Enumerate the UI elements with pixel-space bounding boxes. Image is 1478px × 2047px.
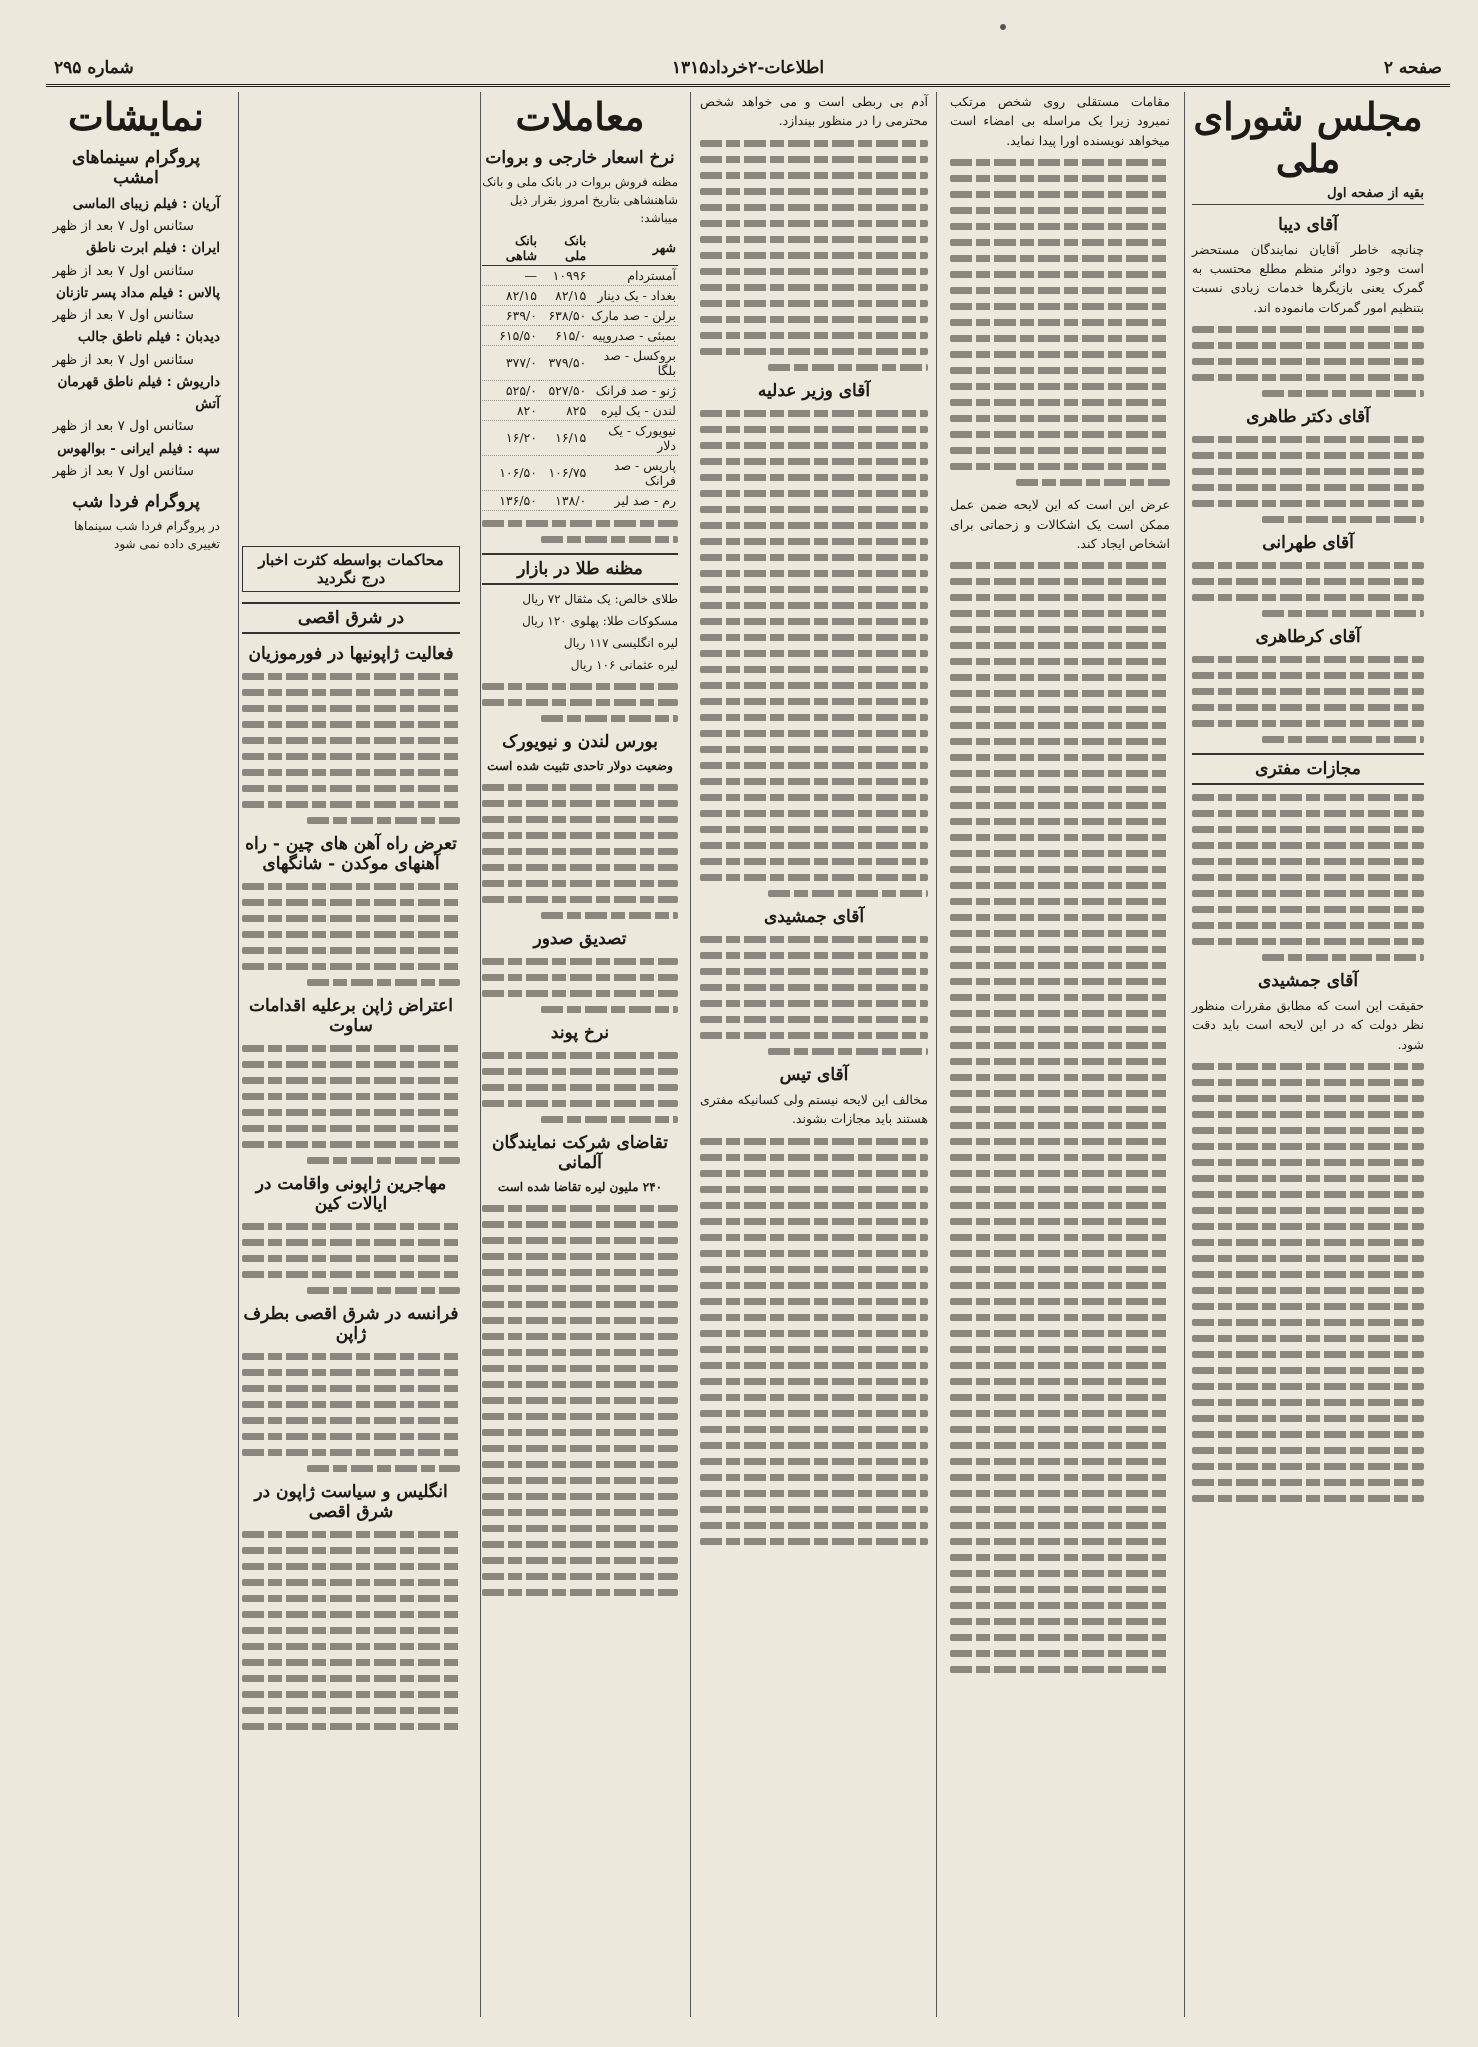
rates-col-shahi: بانک شاهی xyxy=(482,231,539,266)
column-majlis-cont-2 xyxy=(692,92,936,2017)
column-majlis xyxy=(1184,92,1432,2017)
cinema-entry: آریان : فیلم زیبای الماسی xyxy=(72,195,220,212)
cinema-entry: ایران : فیلم ابرت ناطق xyxy=(86,240,220,257)
section-heading: مجازات مفتری xyxy=(1192,753,1424,785)
cinema-session: سئانس اول ۷ بعد از ظهر xyxy=(52,307,194,324)
cinema-film: فیلم زیبای الماسی xyxy=(72,195,178,212)
masthead xyxy=(46,58,1450,87)
cinema-session: سئانس اول ۷ بعد از ظهر xyxy=(52,218,194,235)
cinema-film: فیلم مداد پسر تازنان xyxy=(55,284,174,301)
cinema-name: دیدبان xyxy=(185,329,220,346)
rates-city-cell: آمستردام xyxy=(588,265,678,285)
german-request-sub: ۲۴۰ ملیون لیره تقاضا شده است xyxy=(497,1179,663,1194)
far-east-item: اعتراض ژاپن برعلیه اقدامات ساوت xyxy=(249,996,453,1036)
page-label: صفحه ۲ xyxy=(1383,58,1442,78)
rates-melli-cell: ۶۳۸/۵۰ xyxy=(539,305,588,325)
column-far-east xyxy=(234,540,468,2017)
exchange-rates-table xyxy=(482,231,678,511)
rates-city-cell: بروکسل - صد بلگا xyxy=(588,345,678,380)
gold-item: مسکوکات طلا: پهلوی ۱۲۰ ریال xyxy=(522,613,678,628)
article-paragraph: مقامات مستقلی روی شخص مرتکب نمیرود زیرا یک مراسله بی امضاء است میخواهد نویسنده اورا پیدا نماید. xyxy=(950,94,1170,148)
speaker-heading: آقای طهرانی xyxy=(1262,533,1354,554)
rates-row xyxy=(482,490,678,510)
rates-shahi-cell: ۸۲/۱۵ xyxy=(482,285,539,305)
speaker-heading: آقای کرطاهری xyxy=(1255,627,1361,648)
speaker-heading: آقای دیبا xyxy=(1278,214,1338,235)
rates-city-cell: بغداد - یک دینار xyxy=(588,285,678,305)
far-east-title: در شرق اقصی xyxy=(242,602,460,634)
cinema-session: سئانس اول ۷ بعد از ظهر xyxy=(52,262,194,279)
program-title: پروگرام سینماهای امشب xyxy=(72,147,200,188)
rates-melli-cell: ۸۲۵ xyxy=(539,400,588,420)
cinema-name: داریوش xyxy=(176,373,220,390)
rates-melli-cell: ۸۲/۱۵ xyxy=(539,285,588,305)
rates-title: نرخ اسعار خارجی و بروات xyxy=(485,147,675,168)
far-east-item: فرانسه در شرق اقصی بطرف ژاپن xyxy=(243,1304,459,1344)
bourse-subtitle: وضعیت دولار تاحدی تثبیت شده است xyxy=(487,758,673,773)
article-paragraph: مخالف این لایحه نیستم ولی کسانیکه مفتری هستند باید مجازات بشوند. xyxy=(700,1091,928,1127)
far-east-item: مهاجرین ژاپونی واقامت در ایالات کین xyxy=(255,1174,447,1214)
rates-shahi-cell: ۵۲۵/۰ xyxy=(482,380,539,400)
cinema-name: سپه xyxy=(197,440,220,457)
speaker-heading: آقای وزیر عدلیه xyxy=(757,380,871,401)
majlis-subhead: بقیه از صفحه اول xyxy=(1192,186,1424,205)
rates-row xyxy=(482,345,678,380)
rates-melli-cell: ۵۲۷/۵۰ xyxy=(539,380,588,400)
rates-shahi-cell: ۸۲۰ xyxy=(482,400,539,420)
tomorrow-note: در پروگرام فردا شب سینماها تغییری داده نمی شود xyxy=(74,519,220,552)
rates-row xyxy=(482,400,678,420)
far-east-item: فعالیت ژاپونیها در فورموزیان xyxy=(248,644,454,664)
rates-melli-cell: ۱۳۸/۰ xyxy=(539,490,588,510)
rates-col-melli: بانک ملی xyxy=(539,231,588,266)
rates-city-cell: نیویورک - یک دلار xyxy=(588,420,678,455)
gold-item: طلای خالص: یک مثقال ۷۲ ریال xyxy=(522,591,678,606)
gold-title: مظنه طلا در بازار xyxy=(482,553,678,585)
shows-headline: نمایشات xyxy=(68,94,204,139)
cinema-name: آریان xyxy=(191,195,220,212)
rates-row xyxy=(482,380,678,400)
courts-notice: محاکمات بواسطه کثرت اخبار درج نگردید xyxy=(242,546,460,592)
far-east-item: انگلیس و سیاست ژاپون در شرق اقصی xyxy=(254,1482,448,1522)
rates-row xyxy=(482,265,678,285)
article-paragraph: حقیقت این است که مطابق مقررات منظور نظر دولت که در این لایحه است باید دقت شود. xyxy=(1192,998,1424,1052)
cinema-film: فیلم ناطق قهرمان آتش xyxy=(57,373,220,413)
rates-row xyxy=(482,285,678,305)
rates-shahi-cell: ۳۷۷/۰ xyxy=(482,345,539,380)
rates-city-cell: بمبئی - صدروپیه xyxy=(588,325,678,345)
rates-row xyxy=(482,420,678,455)
rates-shahi-cell: ۱۰۶/۵۰ xyxy=(482,455,539,490)
cinema-session: سئانس اول ۷ بعد از ظهر xyxy=(52,418,194,435)
rates-shahi-cell: ۱۳۶/۵۰ xyxy=(482,490,539,510)
rates-col-city: شهر xyxy=(588,231,678,266)
rates-city-cell: برلن - صد مارک xyxy=(588,305,678,325)
rates-melli-cell: ۳۷۹/۵۰ xyxy=(539,345,588,380)
majlis-headline: مجلس شورای ملی xyxy=(1193,94,1423,181)
bourse-title: بورس لندن و نیویورک xyxy=(502,731,658,752)
cinema-list xyxy=(52,193,220,482)
german-request-title: تقاضای شرکت نمایندگان آلمانی xyxy=(492,1132,668,1173)
column-shows xyxy=(44,92,228,2017)
rates-row xyxy=(482,305,678,325)
transactions-headline: معاملات xyxy=(515,94,645,139)
rates-intro: مظنه فروش بروات در بانک ملی و بانک شاهنشاهی بتاریخ امروز بقرار ذیل میباشد: xyxy=(482,174,678,225)
cinema-session: سئانس اول ۷ بعد از ظهر xyxy=(52,462,194,479)
far-east-item: تعرض راه آهن های چین - راه آهنهای موکدن - شانگهای xyxy=(245,834,457,874)
sudur-title: تصدیق صدور xyxy=(533,928,627,949)
speaker-heading: آقای دکتر طاهری xyxy=(1246,407,1370,428)
issue-number: شماره ۲۹۵ xyxy=(54,58,134,78)
rates-city-cell: لندن - یک لیره xyxy=(588,400,678,420)
tomorrow-title: پروگرام فردا شب xyxy=(72,492,200,513)
rates-shahi-cell: ۶۱۵/۵۰ xyxy=(482,325,539,345)
rates-melli-cell: ۶۱۵/۰ xyxy=(539,325,588,345)
speaker-heading: آقای جمشیدی xyxy=(1257,971,1359,992)
gold-item: لیره عثمانی ۱۰۶ ریال xyxy=(570,657,678,672)
gold-item: لیره انگلیسی ۱۱۷ ریال xyxy=(563,635,678,650)
article-paragraph: آدم بی ربطی است و می خواهد شخص محترمی را در منظور بیندازد. xyxy=(700,94,928,129)
cinema-entry: سپه : فیلم ایرانی - بوالهوس xyxy=(57,440,220,457)
speaker-heading: آقای جمشیدی xyxy=(763,906,865,927)
cinema-session: سئانس اول ۷ بعد از ظهر xyxy=(52,351,194,368)
cinema-entry: داریوش : فیلم ناطق قهرمان آتش xyxy=(57,373,220,413)
cinema-film: فیلم ابرت ناطق xyxy=(86,240,177,257)
cinema-name: ایران xyxy=(191,240,220,257)
rates-shahi-cell: — xyxy=(482,265,539,285)
pound-title: نرخ پوند xyxy=(550,1022,610,1043)
rates-row xyxy=(482,325,678,345)
rates-city-cell: رم - صد لیر xyxy=(588,490,678,510)
speaker-heading: آقای تیس xyxy=(779,1064,849,1085)
cinema-entry: دیدبان : فیلم ناطق جالب xyxy=(77,329,220,346)
rates-city-cell: پاریس - صد فرانک xyxy=(588,455,678,490)
cinema-film: فیلم ناطق جالب xyxy=(77,329,171,346)
rates-melli-cell: ۱۶/۱۵ xyxy=(539,420,588,455)
masthead-date: اطلاعات-۲خرداد۱۳۱۵ xyxy=(671,58,825,78)
rates-shahi-cell: ۶۳۹/۰ xyxy=(482,305,539,325)
column-majlis-cont xyxy=(942,92,1178,2017)
article-paragraph: چنانچه خاطر آقایان نمایندگان مستحضر است وجود دوائر منظم مطلع محتسب به گمرک یعنی بازیگرها خدمات زیادی نسبت بتنظیم امور گمرکات مانموده اند. xyxy=(1192,241,1424,315)
cinema-entry: پالاس : فیلم مداد پسر تازنان xyxy=(55,284,220,301)
page-staple-mark xyxy=(1000,24,1006,30)
article-paragraph: عرض این است که این لایحه ضمن عمل ممکن است یک اشکالات و زحماتی برای اشخاص ایجاد کند. xyxy=(950,497,1170,551)
column-transactions xyxy=(474,92,686,2017)
rates-shahi-cell: ۱۶/۲۰ xyxy=(482,420,539,455)
rates-city-cell: ژنو - صد فرانک xyxy=(588,380,678,400)
rates-melli-cell: ۱۰۹۹۶ xyxy=(539,265,588,285)
cinema-film: فیلم ایرانی - بوالهوس xyxy=(57,440,183,457)
rates-melli-cell: ۱۰۶/۷۵ xyxy=(539,455,588,490)
cinema-name: پالاس xyxy=(187,284,220,301)
rates-row xyxy=(482,455,678,490)
